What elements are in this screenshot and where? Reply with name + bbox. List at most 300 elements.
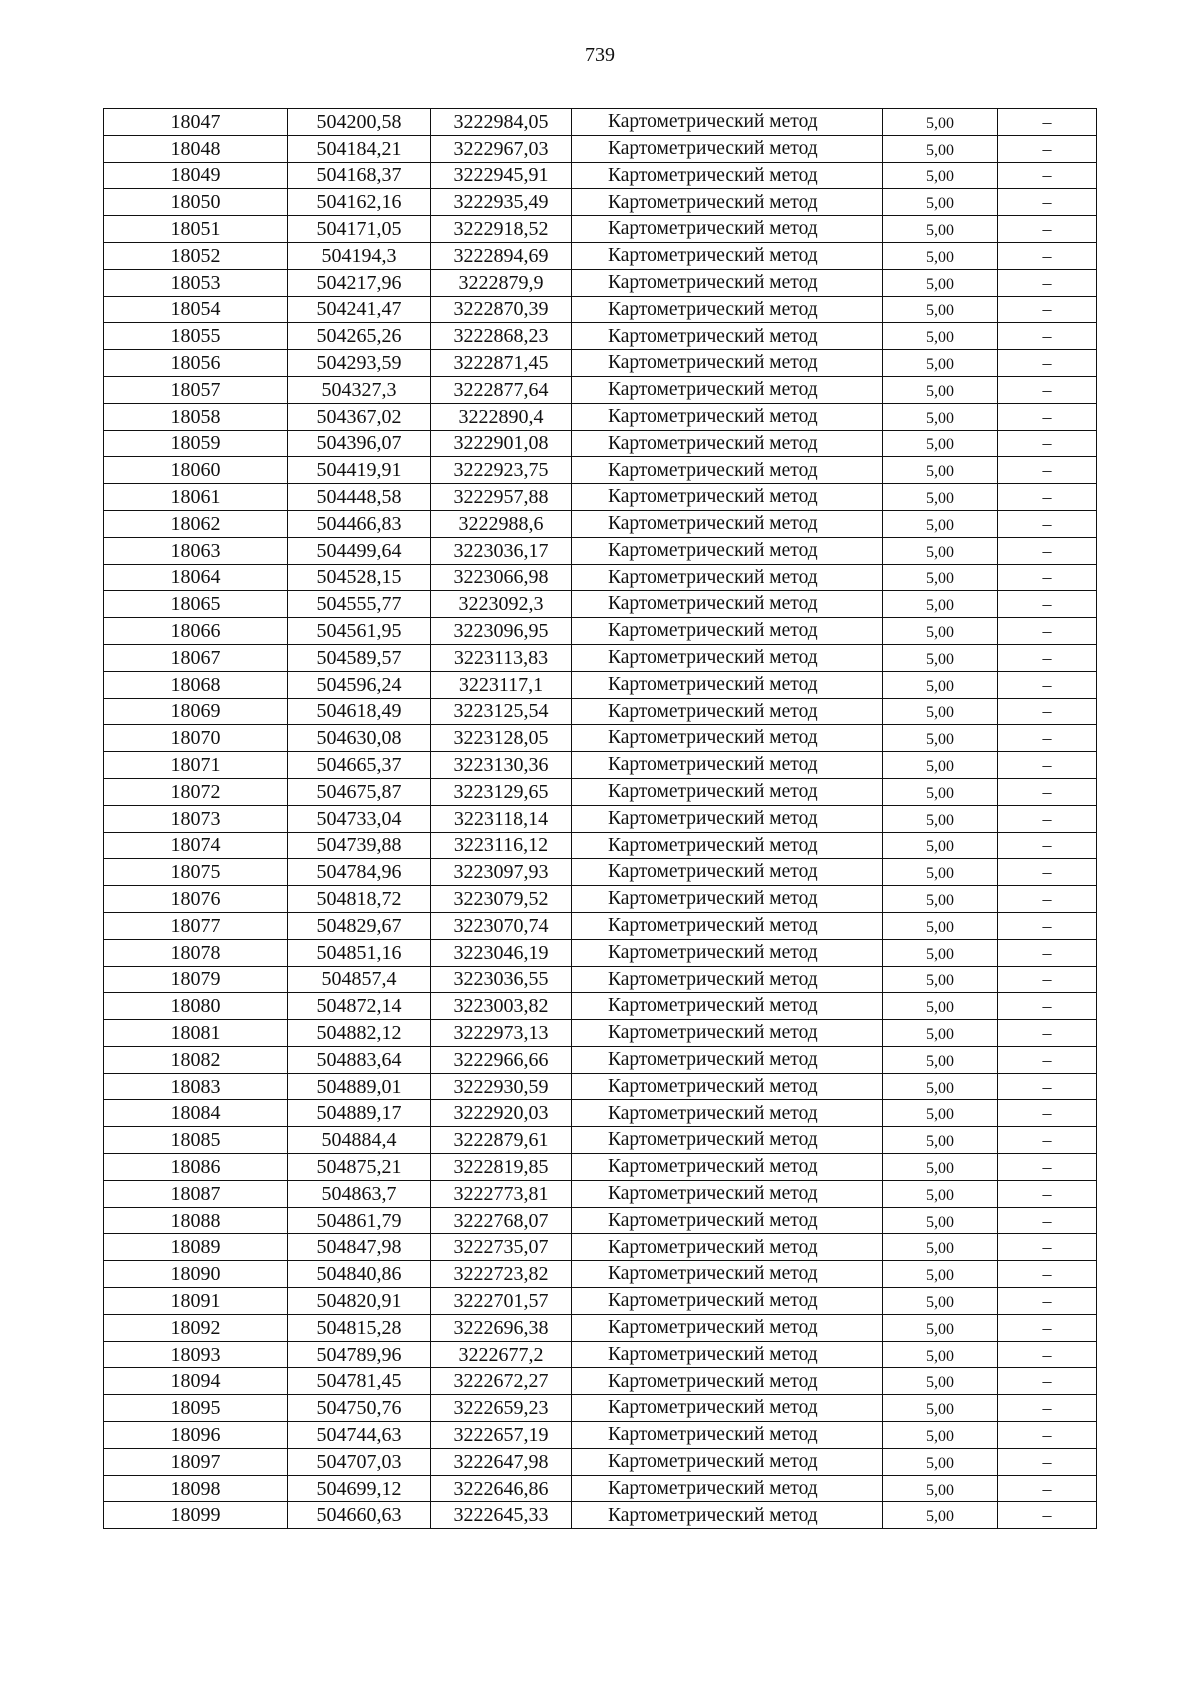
error-cell: 5,00 (883, 939, 998, 966)
point-number-cell: 18071 (104, 752, 288, 779)
y-coordinate-cell: 3223118,14 (431, 805, 572, 832)
error-cell: 5,00 (883, 752, 998, 779)
error-cell: 5,00 (883, 189, 998, 216)
method-cell: Картометрический метод (572, 886, 883, 913)
note-cell: – (998, 1046, 1097, 1073)
table-row (104, 671, 1097, 698)
method-cell: Картометрический метод (572, 1073, 883, 1100)
point-number-cell: 18066 (104, 618, 288, 645)
y-coordinate-cell: 3222967,03 (431, 135, 572, 162)
error-cell: 5,00 (883, 832, 998, 859)
table-row (104, 752, 1097, 779)
table-row (104, 109, 1097, 136)
table-row (104, 457, 1097, 484)
method-cell: Картометрический метод (572, 752, 883, 779)
x-coordinate-cell: 504596,24 (288, 671, 431, 698)
point-number-cell: 18063 (104, 537, 288, 564)
y-coordinate-cell: 3222657,19 (431, 1422, 572, 1449)
note-cell: – (998, 725, 1097, 752)
point-number-cell: 18093 (104, 1341, 288, 1368)
y-coordinate-cell: 3222945,91 (431, 162, 572, 189)
note-cell: – (998, 162, 1097, 189)
error-cell: 5,00 (883, 109, 998, 136)
note-cell: – (998, 296, 1097, 323)
note-cell: – (998, 376, 1097, 403)
point-number-cell: 18048 (104, 135, 288, 162)
table-row (104, 1234, 1097, 1261)
point-number-cell: 18057 (104, 376, 288, 403)
method-cell: Картометрический метод (572, 778, 883, 805)
note-cell: – (998, 1502, 1097, 1529)
table-row (104, 1046, 1097, 1073)
y-coordinate-cell: 3222894,69 (431, 242, 572, 269)
table-row (104, 1448, 1097, 1475)
point-number-cell: 18067 (104, 644, 288, 671)
method-cell: Картометрический метод (572, 135, 883, 162)
method-cell: Картометрический метод (572, 1127, 883, 1154)
y-coordinate-cell: 3222677,2 (431, 1341, 572, 1368)
point-number-cell: 18090 (104, 1261, 288, 1288)
point-number-cell: 18054 (104, 296, 288, 323)
method-cell: Картометрический метод (572, 1020, 883, 1047)
table-row (104, 859, 1097, 886)
table-row (104, 1020, 1097, 1047)
x-coordinate-cell: 504863,7 (288, 1180, 431, 1207)
point-number-cell: 18047 (104, 109, 288, 136)
error-cell: 5,00 (883, 216, 998, 243)
note-cell: – (998, 242, 1097, 269)
point-number-cell: 18050 (104, 189, 288, 216)
y-coordinate-cell: 3223129,65 (431, 778, 572, 805)
point-number-cell: 18075 (104, 859, 288, 886)
x-coordinate-cell: 504675,87 (288, 778, 431, 805)
table-row (104, 886, 1097, 913)
error-cell: 5,00 (883, 430, 998, 457)
y-coordinate-cell: 3223130,36 (431, 752, 572, 779)
note-cell: – (998, 618, 1097, 645)
note-cell: – (998, 403, 1097, 430)
note-cell: – (998, 1368, 1097, 1395)
y-coordinate-cell: 3222957,88 (431, 484, 572, 511)
method-cell: Картометрический метод (572, 1261, 883, 1288)
method-cell: Картометрический метод (572, 966, 883, 993)
point-number-cell: 18060 (104, 457, 288, 484)
table-row (104, 698, 1097, 725)
table-row (104, 778, 1097, 805)
note-cell: – (998, 591, 1097, 618)
point-number-cell: 18092 (104, 1314, 288, 1341)
method-cell: Картометрический метод (572, 376, 883, 403)
method-cell: Картометрический метод (572, 323, 883, 350)
note-cell: – (998, 564, 1097, 591)
x-coordinate-cell: 504699,12 (288, 1475, 431, 1502)
y-coordinate-cell: 3223070,74 (431, 912, 572, 939)
x-coordinate-cell: 504200,58 (288, 109, 431, 136)
note-cell: – (998, 1395, 1097, 1422)
table-row (104, 403, 1097, 430)
method-cell: Картометрический метод (572, 350, 883, 377)
table-row (104, 805, 1097, 832)
error-cell: 5,00 (883, 269, 998, 296)
x-coordinate-cell: 504875,21 (288, 1154, 431, 1181)
note-cell: – (998, 1422, 1097, 1449)
note-cell: – (998, 216, 1097, 243)
note-cell: – (998, 752, 1097, 779)
point-number-cell: 18055 (104, 323, 288, 350)
x-coordinate-cell: 504840,86 (288, 1261, 431, 1288)
note-cell: – (998, 1234, 1097, 1261)
x-coordinate-cell: 504857,4 (288, 966, 431, 993)
method-cell: Картометрический метод (572, 296, 883, 323)
method-cell: Картометрический метод (572, 1475, 883, 1502)
point-number-cell: 18091 (104, 1288, 288, 1315)
y-coordinate-cell: 3222877,64 (431, 376, 572, 403)
x-coordinate-cell: 504851,16 (288, 939, 431, 966)
x-coordinate-cell: 504847,98 (288, 1234, 431, 1261)
x-coordinate-cell: 504660,63 (288, 1502, 431, 1529)
point-number-cell: 18086 (104, 1154, 288, 1181)
note-cell: – (998, 1100, 1097, 1127)
method-cell: Картометрический метод (572, 564, 883, 591)
error-cell: 5,00 (883, 1368, 998, 1395)
x-coordinate-cell: 504784,96 (288, 859, 431, 886)
table-row (104, 1502, 1097, 1529)
x-coordinate-cell: 504265,26 (288, 323, 431, 350)
x-coordinate-cell: 504184,21 (288, 135, 431, 162)
y-coordinate-cell: 3222645,33 (431, 1502, 572, 1529)
note-cell: – (998, 778, 1097, 805)
x-coordinate-cell: 504815,28 (288, 1314, 431, 1341)
x-coordinate-cell: 504293,59 (288, 350, 431, 377)
point-number-cell: 18077 (104, 912, 288, 939)
method-cell: Картометрический метод (572, 1100, 883, 1127)
error-cell: 5,00 (883, 135, 998, 162)
method-cell: Картометрический метод (572, 510, 883, 537)
method-cell: Картометрический метод (572, 1448, 883, 1475)
point-number-cell: 18059 (104, 430, 288, 457)
x-coordinate-cell: 504327,3 (288, 376, 431, 403)
method-cell: Картометрический метод (572, 591, 883, 618)
error-cell: 5,00 (883, 1020, 998, 1047)
table-row (104, 510, 1097, 537)
error-cell: 5,00 (883, 564, 998, 591)
x-coordinate-cell: 504884,4 (288, 1127, 431, 1154)
table-row (104, 323, 1097, 350)
point-number-cell: 18065 (104, 591, 288, 618)
error-cell: 5,00 (883, 1341, 998, 1368)
y-coordinate-cell: 3222901,08 (431, 430, 572, 457)
table-row (104, 1100, 1097, 1127)
table-row (104, 1422, 1097, 1449)
coordinates-table (103, 108, 1097, 1529)
method-cell: Картометрический метод (572, 805, 883, 832)
note-cell: – (998, 109, 1097, 136)
error-cell: 5,00 (883, 403, 998, 430)
error-cell: 5,00 (883, 537, 998, 564)
point-number-cell: 18081 (104, 1020, 288, 1047)
point-number-cell: 18094 (104, 1368, 288, 1395)
point-number-cell: 18052 (104, 242, 288, 269)
note-cell: – (998, 510, 1097, 537)
table-row (104, 1207, 1097, 1234)
table-row (104, 939, 1097, 966)
table-row (104, 484, 1097, 511)
table-row (104, 1395, 1097, 1422)
point-number-cell: 18079 (104, 966, 288, 993)
table-row (104, 644, 1097, 671)
method-cell: Картометрический метод (572, 162, 883, 189)
method-cell: Картометрический метод (572, 725, 883, 752)
error-cell: 5,00 (883, 1180, 998, 1207)
table-row (104, 993, 1097, 1020)
table-row (104, 1314, 1097, 1341)
y-coordinate-cell: 3222966,66 (431, 1046, 572, 1073)
point-number-cell: 18083 (104, 1073, 288, 1100)
point-number-cell: 18084 (104, 1100, 288, 1127)
x-coordinate-cell: 504162,16 (288, 189, 431, 216)
error-cell: 5,00 (883, 1207, 998, 1234)
method-cell: Картометрический метод (572, 1422, 883, 1449)
y-coordinate-cell: 3222920,03 (431, 1100, 572, 1127)
note-cell: – (998, 1448, 1097, 1475)
method-cell: Картометрический метод (572, 1046, 883, 1073)
error-cell: 5,00 (883, 1475, 998, 1502)
y-coordinate-cell: 3223117,1 (431, 671, 572, 698)
note-cell: – (998, 859, 1097, 886)
x-coordinate-cell: 504882,12 (288, 1020, 431, 1047)
error-cell: 5,00 (883, 886, 998, 913)
error-cell: 5,00 (883, 1261, 998, 1288)
error-cell: 5,00 (883, 725, 998, 752)
x-coordinate-cell: 504733,04 (288, 805, 431, 832)
method-cell: Картометрический метод (572, 269, 883, 296)
error-cell: 5,00 (883, 1288, 998, 1315)
error-cell: 5,00 (883, 1154, 998, 1181)
y-coordinate-cell: 3222973,13 (431, 1020, 572, 1047)
y-coordinate-cell: 3222935,49 (431, 189, 572, 216)
error-cell: 5,00 (883, 1234, 998, 1261)
note-cell: – (998, 430, 1097, 457)
table-row (104, 350, 1097, 377)
note-cell: – (998, 189, 1097, 216)
note-cell: – (998, 135, 1097, 162)
note-cell: – (998, 886, 1097, 913)
y-coordinate-cell: 3222879,9 (431, 269, 572, 296)
point-number-cell: 18053 (104, 269, 288, 296)
table-row (104, 430, 1097, 457)
table-row (104, 537, 1097, 564)
note-cell: – (998, 832, 1097, 859)
x-coordinate-cell: 504419,91 (288, 457, 431, 484)
y-coordinate-cell: 3222696,38 (431, 1314, 572, 1341)
method-cell: Картометрический метод (572, 537, 883, 564)
x-coordinate-cell: 504367,02 (288, 403, 431, 430)
error-cell: 5,00 (883, 1502, 998, 1529)
point-number-cell: 18085 (104, 1127, 288, 1154)
table-row (104, 1261, 1097, 1288)
note-cell: – (998, 912, 1097, 939)
point-number-cell: 18058 (104, 403, 288, 430)
method-cell: Картометрический метод (572, 698, 883, 725)
error-cell: 5,00 (883, 457, 998, 484)
error-cell: 5,00 (883, 484, 998, 511)
method-cell: Картометрический метод (572, 484, 883, 511)
point-number-cell: 18064 (104, 564, 288, 591)
point-number-cell: 18076 (104, 886, 288, 913)
error-cell: 5,00 (883, 966, 998, 993)
x-coordinate-cell: 504448,58 (288, 484, 431, 511)
method-cell: Картометрический метод (572, 644, 883, 671)
method-cell: Картометрический метод (572, 430, 883, 457)
note-cell: – (998, 1288, 1097, 1315)
x-coordinate-cell: 504707,03 (288, 1448, 431, 1475)
y-coordinate-cell: 3222918,52 (431, 216, 572, 243)
error-cell: 5,00 (883, 1422, 998, 1449)
x-coordinate-cell: 504781,45 (288, 1368, 431, 1395)
note-cell: – (998, 1127, 1097, 1154)
table-row (104, 1288, 1097, 1315)
table-row (104, 1127, 1097, 1154)
point-number-cell: 18062 (104, 510, 288, 537)
point-number-cell: 18082 (104, 1046, 288, 1073)
y-coordinate-cell: 3222984,05 (431, 109, 572, 136)
y-coordinate-cell: 3222819,85 (431, 1154, 572, 1181)
method-cell: Картометрический метод (572, 189, 883, 216)
note-cell: – (998, 966, 1097, 993)
x-coordinate-cell: 504241,47 (288, 296, 431, 323)
method-cell: Картометрический метод (572, 1234, 883, 1261)
table-row (104, 1475, 1097, 1502)
x-coordinate-cell: 504466,83 (288, 510, 431, 537)
error-cell: 5,00 (883, 698, 998, 725)
x-coordinate-cell: 504528,15 (288, 564, 431, 591)
x-coordinate-cell: 504883,64 (288, 1046, 431, 1073)
x-coordinate-cell: 504665,37 (288, 752, 431, 779)
y-coordinate-cell: 3222930,59 (431, 1073, 572, 1100)
method-cell: Картометрический метод (572, 216, 883, 243)
method-cell: Картометрический метод (572, 1154, 883, 1181)
table-row (104, 296, 1097, 323)
y-coordinate-cell: 3223125,54 (431, 698, 572, 725)
y-coordinate-cell: 3223046,19 (431, 939, 572, 966)
error-cell: 5,00 (883, 350, 998, 377)
point-number-cell: 18078 (104, 939, 288, 966)
x-coordinate-cell: 504789,96 (288, 1341, 431, 1368)
note-cell: – (998, 1073, 1097, 1100)
x-coordinate-cell: 504630,08 (288, 725, 431, 752)
error-cell: 5,00 (883, 591, 998, 618)
error-cell: 5,00 (883, 805, 998, 832)
y-coordinate-cell: 3223128,05 (431, 725, 572, 752)
point-number-cell: 18074 (104, 832, 288, 859)
page-number: 739 (585, 44, 615, 66)
point-number-cell: 18070 (104, 725, 288, 752)
y-coordinate-cell: 3222773,81 (431, 1180, 572, 1207)
point-number-cell: 18099 (104, 1502, 288, 1529)
x-coordinate-cell: 504872,14 (288, 993, 431, 1020)
table-row (104, 1073, 1097, 1100)
x-coordinate-cell: 504589,57 (288, 644, 431, 671)
x-coordinate-cell: 504555,77 (288, 591, 431, 618)
error-cell: 5,00 (883, 1046, 998, 1073)
x-coordinate-cell: 504618,49 (288, 698, 431, 725)
note-cell: – (998, 1261, 1097, 1288)
y-coordinate-cell: 3223116,12 (431, 832, 572, 859)
point-number-cell: 18061 (104, 484, 288, 511)
x-coordinate-cell: 504217,96 (288, 269, 431, 296)
y-coordinate-cell: 3223096,95 (431, 618, 572, 645)
point-number-cell: 18073 (104, 805, 288, 832)
x-coordinate-cell: 504818,72 (288, 886, 431, 913)
method-cell: Картометрический метод (572, 1341, 883, 1368)
method-cell: Картометрический метод (572, 1502, 883, 1529)
x-coordinate-cell: 504829,67 (288, 912, 431, 939)
error-cell: 5,00 (883, 376, 998, 403)
point-number-cell: 18069 (104, 698, 288, 725)
note-cell: – (998, 350, 1097, 377)
table-row (104, 242, 1097, 269)
point-number-cell: 18097 (104, 1448, 288, 1475)
error-cell: 5,00 (883, 1448, 998, 1475)
error-cell: 5,00 (883, 859, 998, 886)
y-coordinate-cell: 3222735,07 (431, 1234, 572, 1261)
point-number-cell: 18056 (104, 350, 288, 377)
error-cell: 5,00 (883, 778, 998, 805)
point-number-cell: 18098 (104, 1475, 288, 1502)
x-coordinate-cell: 504561,95 (288, 618, 431, 645)
y-coordinate-cell: 3222870,39 (431, 296, 572, 323)
y-coordinate-cell: 3223079,52 (431, 886, 572, 913)
y-coordinate-cell: 3222871,45 (431, 350, 572, 377)
note-cell: – (998, 457, 1097, 484)
table-row (104, 269, 1097, 296)
table-row (104, 376, 1097, 403)
error-cell: 5,00 (883, 1100, 998, 1127)
table-row (104, 618, 1097, 645)
y-coordinate-cell: 3222646,86 (431, 1475, 572, 1502)
error-cell: 5,00 (883, 912, 998, 939)
table-row (104, 966, 1097, 993)
table-row (104, 1368, 1097, 1395)
x-coordinate-cell: 504750,76 (288, 1395, 431, 1422)
method-cell: Картометрический метод (572, 1395, 883, 1422)
y-coordinate-cell: 3223036,17 (431, 537, 572, 564)
error-cell: 5,00 (883, 162, 998, 189)
table-row (104, 591, 1097, 618)
note-cell: – (998, 1314, 1097, 1341)
table-row (104, 564, 1097, 591)
y-coordinate-cell: 3222723,82 (431, 1261, 572, 1288)
y-coordinate-cell: 3222701,57 (431, 1288, 572, 1315)
point-number-cell: 18072 (104, 778, 288, 805)
error-cell: 5,00 (883, 671, 998, 698)
error-cell: 5,00 (883, 1314, 998, 1341)
method-cell: Картометрический метод (572, 403, 883, 430)
y-coordinate-cell: 3223092,3 (431, 591, 572, 618)
y-coordinate-cell: 3223113,83 (431, 644, 572, 671)
y-coordinate-cell: 3222890,4 (431, 403, 572, 430)
table-row (104, 216, 1097, 243)
error-cell: 5,00 (883, 993, 998, 1020)
note-cell: – (998, 671, 1097, 698)
error-cell: 5,00 (883, 1073, 998, 1100)
coordinates-table-body (104, 109, 1097, 1529)
note-cell: – (998, 1207, 1097, 1234)
table-row (104, 912, 1097, 939)
method-cell: Картометрический метод (572, 1368, 883, 1395)
y-coordinate-cell: 3223036,55 (431, 966, 572, 993)
table-row (104, 135, 1097, 162)
